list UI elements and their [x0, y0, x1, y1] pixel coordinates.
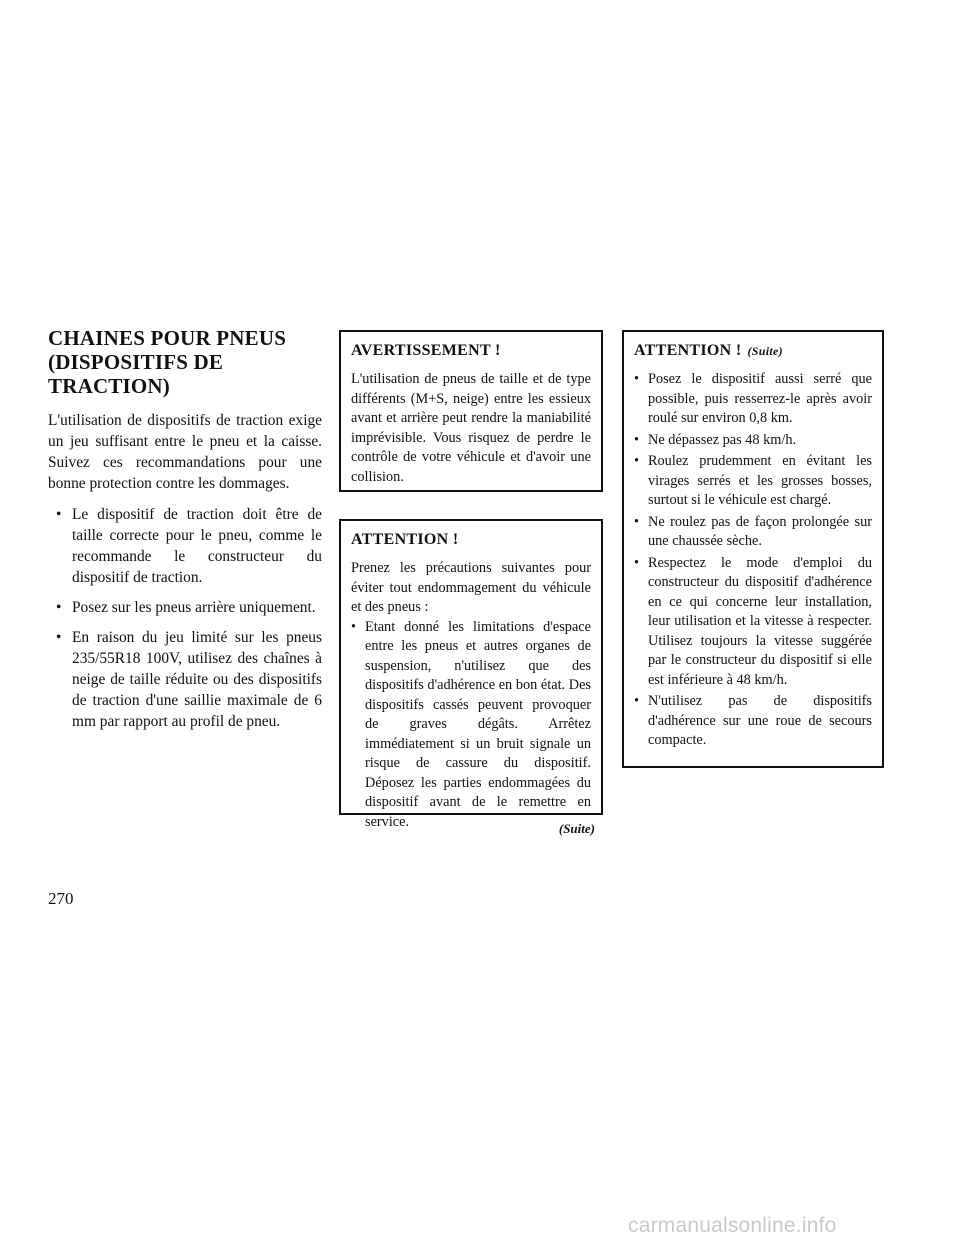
caution-continued-title-text: ATTENTION !	[634, 342, 742, 359]
list-item-text: Roulez prudemment en évitant les virages serrés et les grosses bosses, surtout si le véhicule est chargé.	[648, 453, 872, 508]
caution-continued-bullet-list	[634, 370, 872, 751]
bullet-icon: •	[56, 599, 62, 616]
list-item-text: Respectez le mode d'emploi du constructeur du dispositif d'adhérence en ce qui concerne leur installation, leur utilisation et la vitesse à respecter. Utilisez toujours la vitesse suggérée par le constructeur du dispositif si elle est inférieure à 48 km/h.	[648, 554, 872, 688]
middle-column	[339, 330, 603, 837]
page-number: 270	[48, 889, 74, 908]
bullet-icon: •	[351, 618, 357, 635]
section-intro: L'utilisation de dispositifs de traction exige un jeu suffisant entre le pneu et la caisse. Suivez ces recommandations pour une bonne protection contre les dommages.	[48, 412, 322, 492]
bullet-icon: •	[634, 371, 640, 387]
list-item-text: N'utilisez pas de dispositifs d'adhérence sur une roue de secours compacte.	[648, 693, 872, 748]
left-column	[48, 326, 322, 741]
list-item-text: En raison du jeu limité sur les pneus 235/55R18 100V, utilisez des chaînes à neige de taille réduite ou des dispositifs de traction d'une saillie maximale de 6 mm par rapport au profil de pneu.	[72, 629, 322, 730]
bullet-icon: •	[634, 453, 640, 469]
list-item-text: Ne roulez pas de façon prolongée sur une chaussée sèche.	[648, 513, 872, 549]
bullet-icon: •	[634, 513, 640, 530]
list-item	[351, 618, 591, 833]
caution-intro: Prenez les précautions suivantes pour éviter tout endommagement du véhicule et des pneus :	[351, 560, 591, 615]
list-item	[634, 431, 872, 451]
list-item-text: Ne dépassez pas 48 km/h.	[648, 431, 797, 448]
bullet-icon: •	[634, 431, 640, 448]
bullet-icon: •	[634, 554, 640, 571]
list-item	[48, 627, 322, 732]
warning-box	[339, 330, 603, 492]
list-item	[634, 554, 872, 691]
list-item	[634, 370, 872, 429]
list-item-text: Posez le dispositif aussi serré que possible, puis resserrez-le après avoir roulé sur environ 0,8 km.	[648, 371, 872, 426]
warning-title: AVERTISSEMENT !	[351, 342, 501, 359]
bullet-icon: •	[634, 693, 640, 709]
bullet-icon: •	[56, 629, 62, 646]
section-bullet-list	[48, 504, 322, 732]
caution-bullet-list	[351, 618, 591, 833]
caution-title: ATTENTION !	[351, 531, 459, 548]
list-item	[48, 597, 322, 618]
list-item	[634, 452, 872, 511]
list-item-text: Etant donné les limitations d'espace entre les pneus et autres organes de suspension, n'utilisez que des dispositifs d'adhérence en bon état. Des dispositifs cassés peuvent provoquer de graves dégâts. Arrêtez immédiatement si un bruit signale un risque de cassure du dispositif. Déposez les parties endommagées du dispositif avant de le remettre en service.	[365, 618, 591, 830]
list-item-text: Posez sur les pneus arrière uniquement.	[72, 599, 316, 616]
warning-text: L'utilisation de pneus de taille et de type différents (M+S, neige) entre les essieux avant et arrière peut rendre la maniabilité imprévisible. Vous risquez de perdre le contrôle de votre véhicule et d'avoir une collision.	[351, 371, 591, 485]
watermark: carmanualsonline.info	[628, 1214, 837, 1237]
right-column	[622, 330, 884, 768]
section-title-line-2: (DISPOSITIFS DE	[48, 350, 224, 374]
list-item-text: Le dispositif de traction doit être de taille correcte pour le pneu, comme le recommande le constructeur du dispositif de traction.	[72, 506, 322, 586]
caution-continued-title	[634, 340, 872, 362]
section-title-line-1: CHAINES POUR PNEUS	[48, 326, 287, 350]
section-title-line-3: TRACTION)	[48, 374, 170, 398]
continued-note: (Suite)	[558, 821, 595, 836]
list-item	[634, 692, 872, 751]
caution-box-continued	[622, 330, 884, 768]
section-title	[48, 326, 322, 398]
list-item	[48, 504, 322, 588]
list-item	[634, 513, 872, 552]
caution-continued-suite: (Suite)	[747, 344, 783, 358]
bullet-icon: •	[56, 506, 62, 523]
